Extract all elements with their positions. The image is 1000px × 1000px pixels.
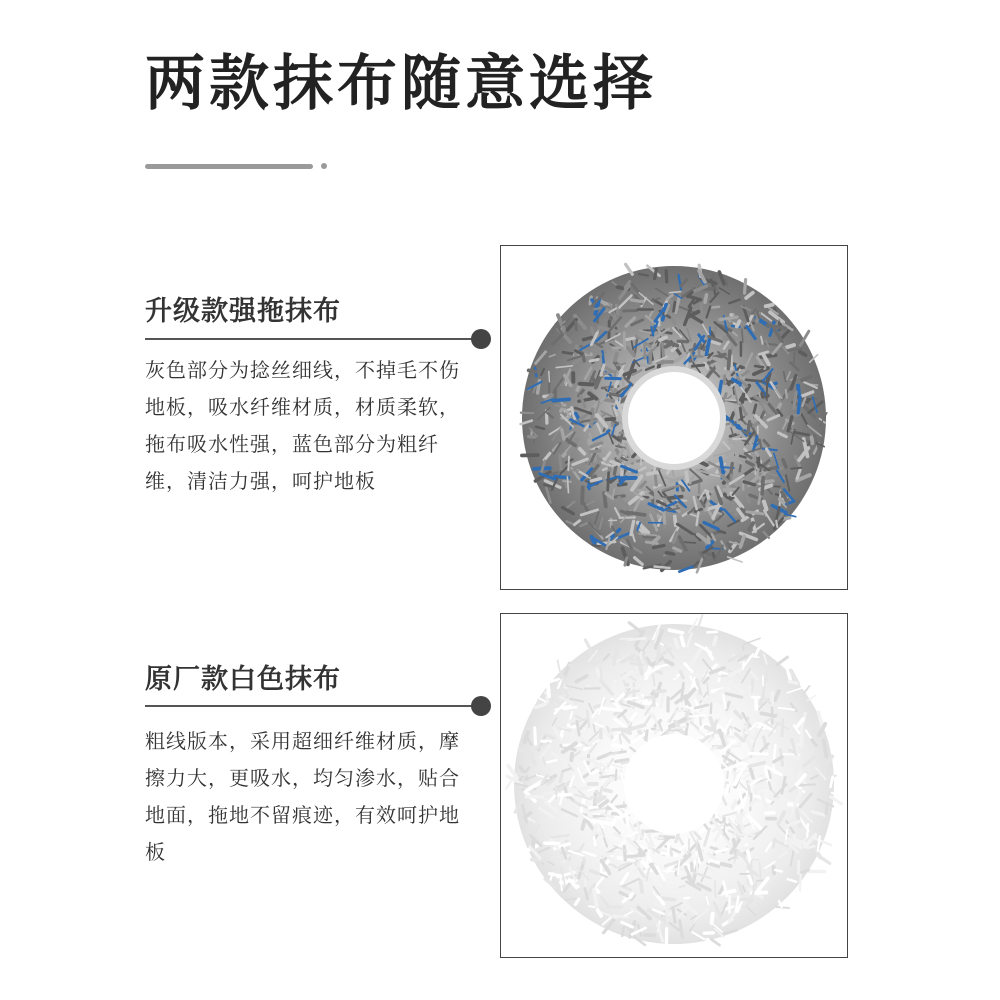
fiber-strand [731, 413, 734, 419]
fiber-strand [714, 637, 716, 644]
fiber-strand [595, 705, 601, 707]
fiber-strand [734, 899, 751, 900]
fiber-strand [616, 305, 618, 313]
fiber-strand [749, 686, 750, 700]
fiber-strand [663, 871, 674, 872]
fiber-strand [707, 491, 708, 498]
fiber-strand [699, 348, 700, 355]
fiber-strand [729, 443, 741, 444]
fiber-strand [715, 881, 716, 898]
fiber-strand [529, 370, 536, 371]
fiber-strand [654, 567, 669, 568]
fiber-strand [641, 881, 643, 892]
fiber-strand [601, 668, 602, 681]
fiber-strand [799, 784, 815, 785]
title-underline [145, 164, 313, 169]
fiber-strand [669, 630, 682, 633]
section-marker-dot-original [471, 696, 491, 716]
gray-blue-mop-pad-icon [501, 246, 847, 589]
fiber-strand [766, 305, 773, 307]
fiber-strand [664, 916, 665, 923]
fiber-strand [692, 863, 693, 870]
fiber-strand [594, 814, 600, 815]
fiber-strand [532, 860, 546, 861]
fiber-strand [712, 914, 713, 923]
fiber-strand [746, 380, 764, 382]
fiber-strand [613, 681, 614, 692]
fiber-strand [690, 715, 705, 716]
fiber-strand [597, 669, 599, 675]
fiber-strand [585, 640, 590, 649]
fiber-strand [626, 264, 633, 274]
fiber-strand [726, 400, 736, 401]
fiber-strand [759, 493, 761, 504]
fiber-strand [721, 458, 724, 472]
fiber-strand [787, 345, 794, 347]
fiber-strand [722, 864, 731, 866]
section-marker-dot-upgraded [471, 329, 491, 349]
fiber-strand [575, 322, 576, 330]
fiber-strand [531, 823, 532, 835]
fiber-strand [711, 704, 712, 714]
fiber-strand [656, 691, 665, 692]
fiber-strand [615, 354, 617, 361]
fiber-strand [748, 422, 750, 432]
fiber-strand [519, 774, 525, 775]
fiber-strand [666, 344, 672, 347]
fiber-strand [559, 795, 571, 796]
fiber-strand [655, 269, 657, 278]
fiber-strand [743, 394, 744, 402]
fiber-strand [783, 518, 789, 519]
fiber-strand [522, 455, 538, 456]
section-description-original: 粗线版本，采用超细纤维材质，摩擦力大，更吸水，均匀渗水，贴合地面，拖地不留痕迹，有效呵护地板 [145, 729, 460, 864]
fiber-strand [812, 437, 813, 443]
fiber-strand [624, 847, 625, 860]
fiber-strand [592, 328, 593, 334]
fiber-strand [560, 455, 561, 467]
section-heading-original: 原厂款白色抹布 [145, 664, 341, 695]
fiber-strand [724, 394, 726, 400]
fiber-strand [561, 730, 564, 738]
fiber-strand [740, 465, 741, 472]
fiber-strand [553, 399, 569, 400]
section-heading-upgraded: 升级款强拖抹布 [145, 296, 341, 327]
fiber-strand [535, 728, 536, 744]
fiber-strand [762, 477, 763, 494]
fiber-strand [733, 801, 736, 807]
fiber-strand [580, 758, 594, 760]
fiber-strand [646, 731, 647, 740]
fiber-strand [626, 338, 634, 340]
fiber-strand [740, 408, 742, 420]
fiber-strand [708, 632, 717, 633]
fiber-strand [580, 384, 593, 385]
fiber-strand [650, 833, 651, 846]
fiber-strand [591, 479, 600, 481]
fiber-strand [645, 697, 656, 698]
fiber-strand [645, 346, 646, 359]
fiber-strand [673, 908, 675, 923]
fiber-strand [715, 359, 723, 361]
fiber-strand [824, 741, 827, 757]
fiber-strand [567, 477, 568, 493]
fiber-strand [627, 855, 644, 857]
fiber-strand [572, 788, 588, 790]
fiber-strand [726, 279, 727, 286]
fiber-strand [529, 437, 535, 438]
fiber-strand [681, 672, 684, 678]
title-underline-dot [321, 163, 327, 169]
fiber-strand [678, 341, 687, 342]
fiber-strand [618, 437, 626, 439]
fiber-strand [724, 376, 725, 384]
fiber-strand [674, 302, 676, 311]
fiber-strand [625, 687, 642, 688]
fiber-strand [767, 384, 768, 402]
fiber-strand [710, 701, 717, 702]
fiber-strand [681, 637, 683, 646]
fiber-strand [728, 351, 730, 369]
fiber-strand [598, 456, 599, 466]
fiber-strand [670, 292, 681, 293]
fiber-strand [664, 512, 665, 523]
fiber-strand [798, 397, 800, 413]
fiber-strand [632, 300, 643, 302]
fiber-strand [592, 409, 593, 425]
fiber-strand [655, 474, 656, 485]
original-mop-pad-image [500, 613, 848, 958]
fiber-strand [705, 295, 707, 302]
fiber-strand [662, 343, 663, 358]
fiber-strand [788, 349, 802, 351]
fiber-strand [616, 770, 617, 780]
fiber-strand [568, 456, 569, 470]
fiber-strand [548, 682, 549, 696]
fiber-strand [764, 502, 767, 510]
fiber-strand [592, 545, 600, 546]
fiber-strand [761, 713, 775, 716]
fiber-strand [800, 874, 801, 891]
fiber-strand [606, 378, 621, 379]
fiber-strand [756, 700, 757, 710]
fiber-strand [622, 926, 624, 936]
fiber-strand [605, 400, 614, 401]
fiber-strand [728, 557, 743, 562]
upgraded-mop-pad-image [500, 245, 848, 590]
fiber-strand [776, 521, 777, 527]
fiber-strand [755, 366, 763, 367]
fiber-strand [603, 854, 612, 855]
fiber-strand [595, 794, 596, 808]
fiber-strand [789, 682, 797, 684]
fiber-strand [760, 696, 763, 704]
fiber-strand [712, 307, 719, 308]
fiber-strand [782, 720, 783, 736]
fiber-strand [571, 754, 572, 760]
fiber-strand [584, 338, 592, 340]
fiber-strand [594, 838, 595, 846]
fiber-strand [726, 785, 728, 793]
fiber-strand [549, 371, 550, 381]
fiber-strand [668, 844, 669, 853]
fiber-strand [653, 546, 664, 548]
fiber-strand [775, 870, 782, 872]
section-description-upgraded: 灰色部分为捻丝细线，不掉毛不伤地板，吸水纤维材质，材质柔软，拖布吸水性强，蓝色部分为粗纤维，清洁力强，呵护地板 [145, 358, 460, 493]
fiber-strand [826, 804, 827, 814]
fiber-strand [736, 808, 742, 809]
fiber-strand [645, 935, 654, 936]
fiber-strand [648, 472, 659, 474]
fiber-strand [773, 839, 775, 848]
fiber-strand [660, 337, 666, 340]
fiber-strand [606, 419, 614, 420]
fiber-strand [791, 468, 801, 469]
fiber-strand [760, 440, 761, 448]
fiber-strand [786, 390, 787, 398]
fiber-strand [608, 473, 609, 491]
fiber-strand [728, 486, 729, 495]
fiber-strand [564, 707, 576, 709]
fiber-strand [794, 353, 795, 363]
fiber-strand [613, 745, 624, 746]
fiber-strand [558, 660, 561, 674]
fiber-strand [736, 372, 742, 373]
fiber-strand [560, 773, 562, 781]
section-divider-original [145, 705, 475, 707]
fiber-strand [653, 675, 654, 686]
fiber-strand [671, 889, 677, 891]
fiber-strand [749, 753, 767, 754]
fiber-strand [563, 352, 574, 354]
white-mop-pad-icon [501, 614, 847, 957]
fiber-strand [629, 638, 646, 639]
fiber-strand [766, 813, 774, 814]
fiber-strand [582, 487, 583, 503]
fiber-strand [644, 537, 657, 538]
fiber-strand [625, 558, 627, 565]
fiber-strand [601, 787, 602, 793]
page-title: 两款抹布随意选择 [145, 49, 657, 119]
fiber-strand [675, 516, 676, 525]
fiber-strand [590, 359, 598, 361]
fiber-strand [602, 708, 619, 710]
fiber-strand [774, 745, 776, 761]
section-divider-upgraded [145, 338, 475, 340]
fiber-strand [667, 553, 674, 554]
fiber-strand [757, 469, 759, 476]
fiber-strand [727, 702, 729, 710]
fiber-strand [624, 333, 625, 350]
fiber-strand [605, 790, 611, 792]
fiber-strand [666, 271, 667, 282]
fiber-strand [737, 321, 740, 327]
fiber-strand [745, 280, 746, 294]
fiber-strand [794, 841, 804, 844]
fiber-strand [590, 451, 600, 452]
fiber-strand [807, 824, 808, 836]
fiber-strand [669, 730, 680, 731]
fiber-strand [744, 638, 760, 644]
fiber-strand [804, 686, 809, 693]
fiber-strand [735, 446, 737, 456]
